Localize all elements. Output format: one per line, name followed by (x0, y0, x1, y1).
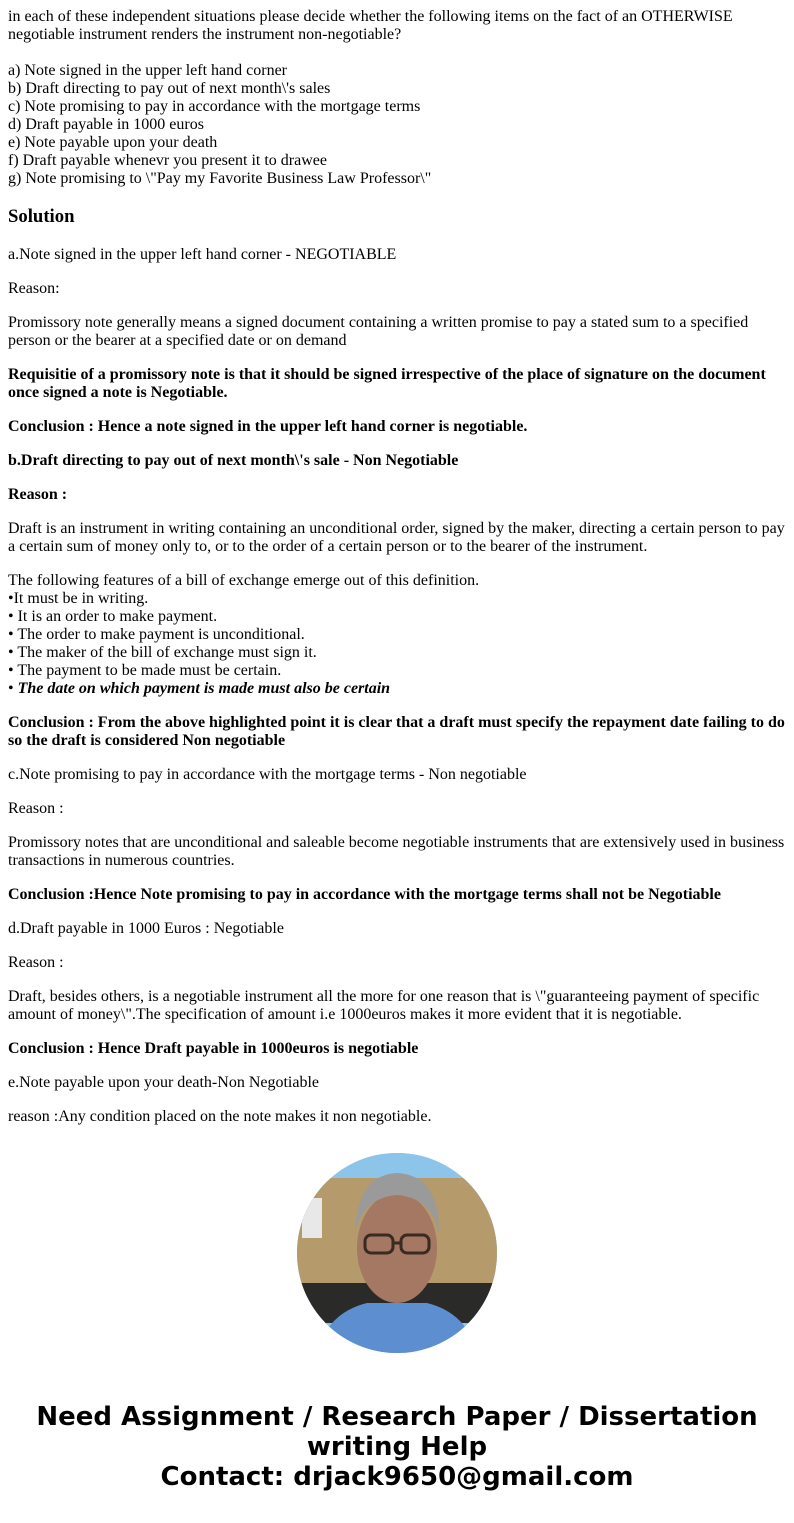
b-features (8, 572, 788, 698)
question-intro: in each of these independent situations please decide whether the following items on the fact of an OTHERWISE negotiable instrument renders the instrument non-negotiable? (8, 8, 733, 43)
e-title: e.Note payable upon your death-Non Negotiable (8, 1074, 320, 1091)
a-title: a.Note signed in the upper left hand corner - NEGOTIABLE (8, 246, 397, 263)
d-conclusion: Conclusion : Hence Draft payable in 1000euros is negotiable (8, 1040, 419, 1057)
author-avatar (297, 1153, 497, 1353)
reason-label: Reason: (8, 280, 60, 297)
feature-item: • It is an order to make payment. (8, 608, 218, 625)
question-item: d) Draft payable in 1000 euros (8, 116, 204, 133)
a-requisite: Requisitie of a promissory note is that it should be signed irrespective of the place of signature on the document once signed a note is Negotiable. (8, 366, 766, 401)
d-reason: Draft, besides others, is a negotiable instrument all the more for one reason that is \"guaranteeing payment of specific amount of money\".The specification of amount i.e 1000euros makes it more evident that it is negotiable. (8, 988, 760, 1023)
a-reason: Promissory note generally means a signed document containing a written promise to pay a stated sum to a specified person or the bearer at a specified date or on demand (8, 314, 749, 349)
question-item: b) Draft directing to pay out of next month\'s sales (8, 80, 331, 97)
feature-item: •It must be in writing. (8, 590, 149, 607)
question-item: g) Note promising to \"Pay my Favorite Business Law Professor\" (8, 170, 432, 187)
promo-text: Need Assignment / Research Paper / Dissertation writing Help (36, 1402, 758, 1462)
features-intro: The following features of a bill of exchange emerge out of this definition. (8, 572, 480, 589)
c-reason: Promissory notes that are unconditional and saleable become negotiable instruments that are extensively used in business transactions in numerous countries. (8, 834, 785, 869)
feature-item-highlighted: The date on which payment is made must also be certain (17, 680, 391, 697)
reason-label: Reason : (8, 800, 64, 817)
question-block (8, 8, 788, 188)
c-conclusion: Conclusion :Hence Note promising to pay in accordance with the mortgage terms shall not be Negotiable (8, 886, 721, 903)
b-conclusion: Conclusion : From the above highlighted point it is clear that a draft must specify the repayment date failing to do so the draft is considered Non negotiable (8, 714, 785, 749)
a-conclusion: Conclusion : Hence a note signed in the upper left hand corner is negotiable. (8, 418, 528, 435)
b-title: b.Draft directing to pay out of next month\'s sale - Non Negotiable (8, 452, 459, 469)
document-content (8, 0, 788, 1126)
reason-label: Reason : (8, 954, 64, 971)
question-item: a) Note signed in the upper left hand corner (8, 62, 288, 79)
c-title: c.Note promising to pay in accordance with the mortgage terms - Non negotiable (8, 766, 527, 783)
feature-item: • The payment to be made must be certain. (8, 662, 282, 679)
solution-heading: Solution (8, 206, 75, 227)
promo-footer (0, 1402, 794, 1492)
question-item: f) Draft payable whenevr you present it to drawee (8, 152, 327, 169)
bullet: • (8, 680, 18, 697)
feature-item: • The order to make payment is unconditional. (8, 626, 305, 643)
person-photo-icon (297, 1153, 497, 1353)
e-reason: reason :Any condition placed on the note makes it non negotiable. (8, 1108, 432, 1125)
reason-label: Reason : (8, 486, 68, 503)
contact-text: Contact: drjack9650@gmail.com (160, 1462, 634, 1492)
feature-item: • The maker of the bill of exchange must sign it. (8, 644, 317, 661)
question-item: c) Note promising to pay in accordance with the mortgage terms (8, 98, 421, 115)
b-reason: Draft is an instrument in writing containing an unconditional order, signed by the maker, directing a certain person to pay a certain sum of money only to, or to the order of a certain person or to the bearer of the instrument. (8, 520, 785, 555)
d-title: d.Draft payable in 1000 Euros : Negotiable (8, 920, 284, 937)
question-item: e) Note payable upon your death (8, 134, 218, 151)
